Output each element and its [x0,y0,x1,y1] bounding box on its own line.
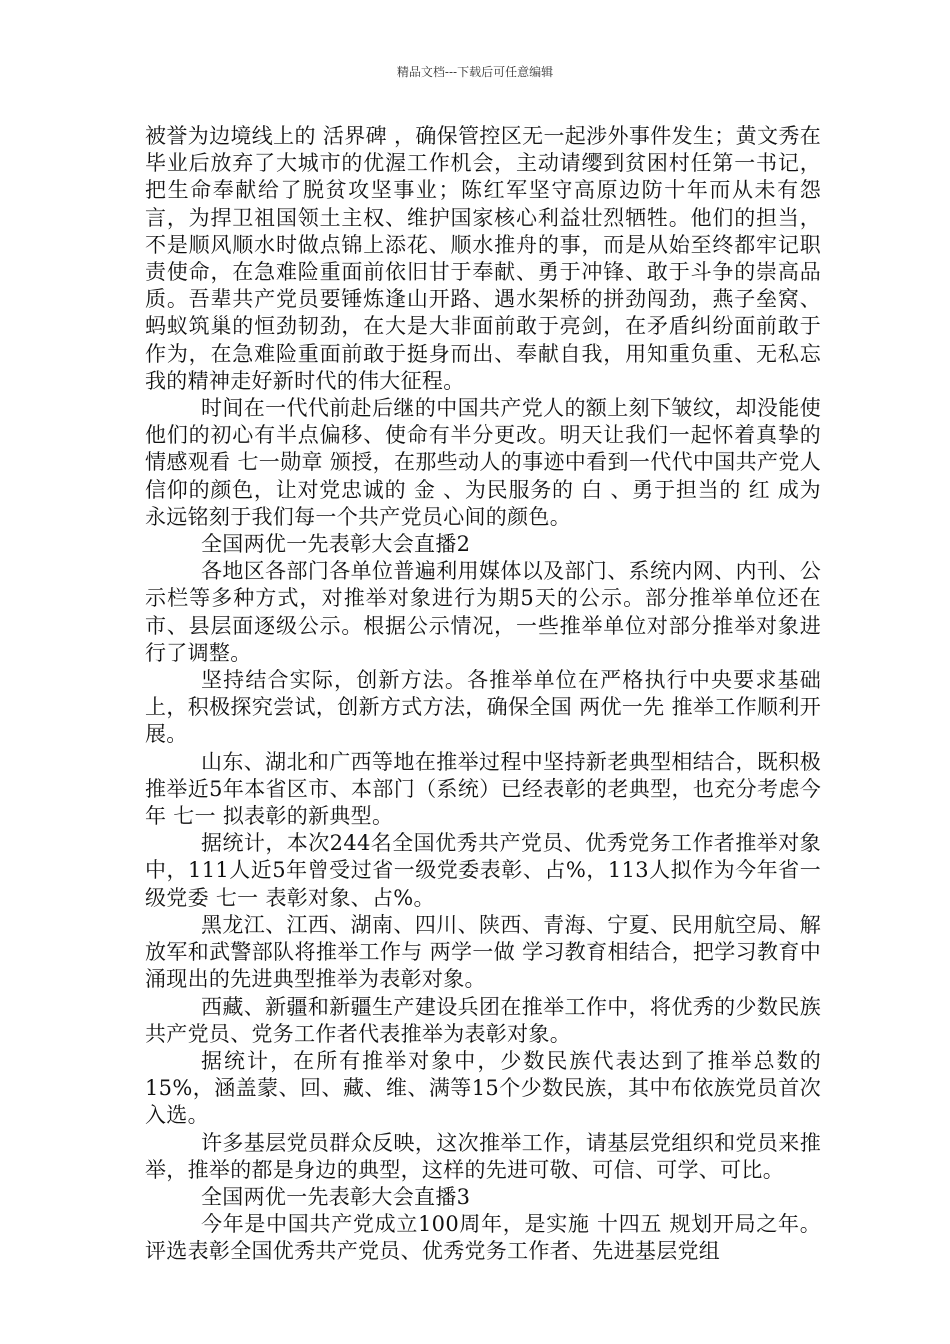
paragraph: 据统计，在所有推举对象中，少数民族代表达到了推举总数的15%，涵盖蒙、回、藏、维、满等15个少数民族，其中布依族党员首次入选。 [145,1048,821,1128]
section-heading: 全国两优一先表彰大会直播3 [201,1184,471,1209]
paragraph: 今年是中国共产党成立100周年，是实施 十四五 规划开局之年。评选表彰全国优秀共产党员、优秀党务工作者、先进基层党组 [145,1212,821,1264]
paragraph: 被誉为边境线上的 活界碑 ，确保管控区无一起涉外事件发生；黄文秀在毕业后放弃了大城市的优渥工作机会，主动请缨到贫困村任第一书记，把生命奉献给了脱贫攻坚事业；陈红军坚守高原边防十年而从未有怨言，为捍卫祖国领土主权、维护国家核心利益壮烈牺牲。他们的担当，不是顺风顺水时做点锦上添花、顺水推舟的事，而是从始至终都牢记职责使命，在急难险重面前依旧甘于奉献、勇于冲锋、敢于斗争的崇高品质。吾辈共产党员要锤炼逢山开路、遇水架桥的拼劲闯劲，燕子垒窝、蚂蚁筑巢的恒劲韧劲，在大是大非面前敢于亮剑，在矛盾纠纷面前敢于作为，在急难险重面前敢于挺身而出、奉献自我，用知重负重、无私忘我的精神走好新时代的伟大征程。 [145,124,821,393]
paragraph: 坚持结合实际，创新方法。各推举单位在严格执行中央要求基础上，积极探究尝试，创新方式方法，确保全国 两优一先 推举工作顺利开展。 [145,668,821,747]
section-heading: 全国两优一先表彰大会直播2 [201,532,471,557]
paragraph: 许多基层党员群众反映，这次推举工作，请基层党组织和党员来推举，推举的都是身边的典型，这样的先进可敬、可信、可学、可比。 [145,1130,821,1182]
paragraph: 据统计，本次244名全国优秀共产党员、优秀党务工作者推举对象中，111人近5年曾受过省一级党委表彰、占%，113人拟作为今年省一级党委 七一 表彰对象、占%。 [145,831,821,910]
page-header: 精品文档---下载后可任意编辑 [396,65,554,79]
paragraph: 黑龙江、江西、湖南、四川、陕西、青海、宁夏、民用航空局、解放军和武警部队将推举工作与 两学一做 学习教育相结合，把学习教育中涌现出的先进典型推举为表彰对象。 [145,912,821,992]
paragraph: 西藏、新疆和新疆生产建设兵团在推举工作中，将优秀的少数民族共产党员、党务工作者代表推举为表彰对象。 [145,994,821,1046]
paragraph: 时间在一代代前赴后继的中国共产党人的额上刻下皱纹，却没能使他们的初心有半点偏移、使命有半分更改。明天让我们一起怀着真挚的情感观看 七一勋章 颁授，在那些动人的事迹中看到一代代中国共产党人信仰的颜色，让对党忠诚的 金 、为民服务的 白 、勇于担当的 红 成为永远铭刻于我们每一个共产党员心间的颜色。 [145,396,821,529]
paragraph: 各地区各部门各单位普遍利用媒体以及部门、系统内网、内刊、公示栏等多种方式，对推举对象进行为期5天的公示。部分推举单位还在市、县层面逐级公示。根据公示情况，一些推举单位对部分推举对象进行了调整。 [145,559,821,665]
paragraph: 山东、湖北和广西等地在推举过程中坚持新老典型相结合，既积极推举近5年本省区市、本部门（系统）已经表彰的老典型，也充分考虑今年 七一 拟表彰的新典型。 [145,749,821,829]
document-body [145,123,821,1266]
